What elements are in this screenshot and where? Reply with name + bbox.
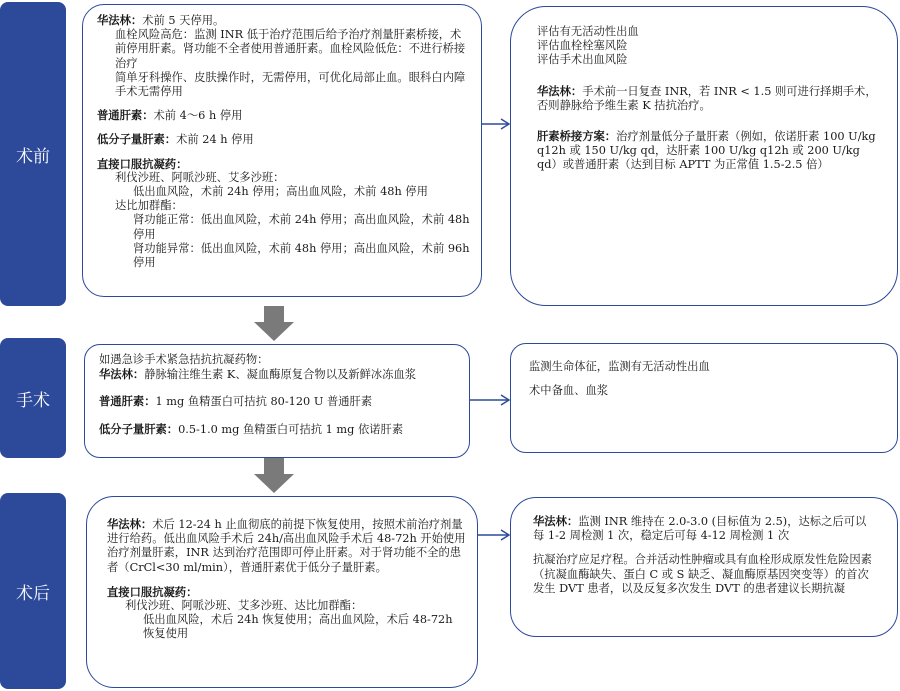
preop-right-box — [510, 6, 898, 306]
preop-warfarin-sub-1: 血栓风险高危：监测 INR 低于治疗范围后给予治疗剂量肝素桥接，术前停用肝素。肾功能不全者使用普通肝素。血栓风险低危：不进行桥接治疗 — [115, 28, 466, 70]
surgery-connector-arrow — [470, 394, 512, 406]
postop-doac-group: 利伐沙班、阿哌沙班、艾多沙班、达比加群酯： — [125, 599, 363, 613]
surgery-right-line2: 术中备血、血浆 — [529, 384, 609, 398]
preop-assess-2: 评估血栓栓塞风险 — [537, 39, 628, 53]
postop-warfarin-head: 华法林： — [107, 517, 153, 531]
postop-doac-rule: 低出血风险，术后 24h 恢复使用；高出血风险，术后 48-72h 恢复使用 — [143, 613, 453, 641]
preop-right-warfarin-head: 华法林： — [537, 83, 583, 98]
postop-doac-head: 直接口服抗凝药： — [107, 584, 198, 599]
surgery-ufh-head: 普通肝素： — [99, 394, 156, 409]
preop-lmwh-head: 低分子量肝素： — [97, 132, 177, 147]
preop-lmwh-text: 术前 24 h 停用 — [176, 133, 254, 147]
postop-warfarin-text: 术后 12-24 h 止血彻底的前提下恢复使用，按照术前治疗剂量进行给药。低出血风险手术后 24h/高出血风险手术后 48-72h 开始使用治疗剂量肝素，INR 达到治疗范围即可停止肝素。对于肾功能不全的患者（CrCl<30 ml/min），普通肝素优于低分子量肝素。 — [107, 518, 466, 574]
preop-ufh-head: 普通肝素： — [97, 108, 154, 123]
surgery-right-box — [510, 343, 898, 453]
surgery-warfarin-text: 静脉输注维生素 K、凝血酶原复合物以及新鲜冰冻血浆 — [144, 368, 417, 382]
down-arrow-2 — [254, 458, 294, 494]
surgery-warfarin-head: 华法林： — [99, 367, 145, 382]
postop-right-box — [510, 497, 898, 637]
surgery-right-line1: 监测生命体征，监测有无活动性出血 — [529, 360, 710, 373]
preop-bridge-head: 肝素桥接方案： — [537, 129, 617, 144]
surgery-lmwh-text: 0.5-1.0 mg 鱼精蛋白可拮抗 1 mg 依诺肝素 — [178, 422, 404, 436]
preop-warfarin-sub-2: 简单牙科操作、皮肤操作时，无需停用，可优化局部止血。眼科白内障手术无需停用 — [115, 70, 466, 99]
down-arrow-1 — [254, 306, 294, 342]
surgery-lmwh-head: 低分子量肝素： — [99, 421, 179, 436]
phase-label-surgery: 手术 — [0, 338, 66, 458]
preop-connector-arrow — [482, 118, 512, 130]
postop-right-warfarin-text: 监测 INR 维持在 2.0-3.0 (目标值为 2.5)，达标之后可以每 1-2 周检测 1 次，稳定后可每 4-12 周检测 1 次 — [533, 515, 867, 543]
preop-doac-group2: 达比加群酯： — [115, 199, 183, 213]
preop-doac-group2-rule1: 肾功能正常：低出血风险，术前 24h 停用；高出血风险，术前 48h 停用 — [133, 213, 470, 241]
preop-left-box — [82, 4, 482, 297]
phase-label-postop: 术后 — [0, 493, 66, 689]
surgery-ufh-text: 1 mg 鱼精蛋白可拮抗 80-120 U 普通肝素 — [155, 395, 373, 409]
preop-assess-3: 评估手术出血风险 — [537, 53, 628, 67]
surgery-left-box — [84, 344, 470, 458]
postop-left-box — [86, 496, 478, 688]
phase-label-preop: 术前 — [0, 2, 66, 306]
preop-warfarin-head: 华法林： — [97, 13, 143, 27]
preop-warfarin-text: 术前 5 天停用。 — [142, 14, 225, 27]
postop-right-warfarin-head: 华法林： — [533, 514, 579, 528]
preop-ufh-text: 术前 4～6 h 停用 — [153, 109, 243, 123]
postop-connector-arrow — [478, 529, 512, 541]
preop-doac-group1-rule: 低出血风险，术前 24h 停用；高出血风险，术前 48h 停用 — [133, 185, 428, 199]
preop-doac-group1: 利伐沙班、阿哌沙班、艾多沙班： — [115, 170, 285, 184]
preop-assess-1: 评估有无活动性出血 — [537, 25, 639, 38]
preop-bridge-text: 治疗剂量低分子量肝素（例如，依诺肝素 100 U/kg q12h 或 150 U/kg qd，达肝素 100 U/kg q12h 或 200 U/kg qd）或普通肝素（达到目标 APTT 为正常值 1.5-2.5 倍） — [537, 130, 876, 172]
preop-doac-head: 直接口服抗凝药： — [97, 156, 188, 171]
surgery-intro: 如遇急诊手术紧急拮抗抗凝药物： — [99, 353, 269, 366]
preop-doac-group2-rule2: 肾功能异常：低出血风险，术前 48h 停用；高出血风险，术前 96h 停用 — [133, 241, 470, 270]
preop-right-warfarin-text: 手术前一日复查 INR，若 INR < 1.5 则可进行择期手术，否则静脉给予维生素 K 拮抗治疗。 — [537, 84, 877, 112]
postop-course-text: 抗凝治疗应足疗程。合并活动性肿瘤或具有血栓形成原发性危险因素（抗凝血酶缺失、蛋白 C 或 S 缺乏、凝血酶原基因突变等）的首次发生 DVT 患者，以及反复多次发生 DVT 的患者建议长期抗凝 — [533, 553, 872, 595]
